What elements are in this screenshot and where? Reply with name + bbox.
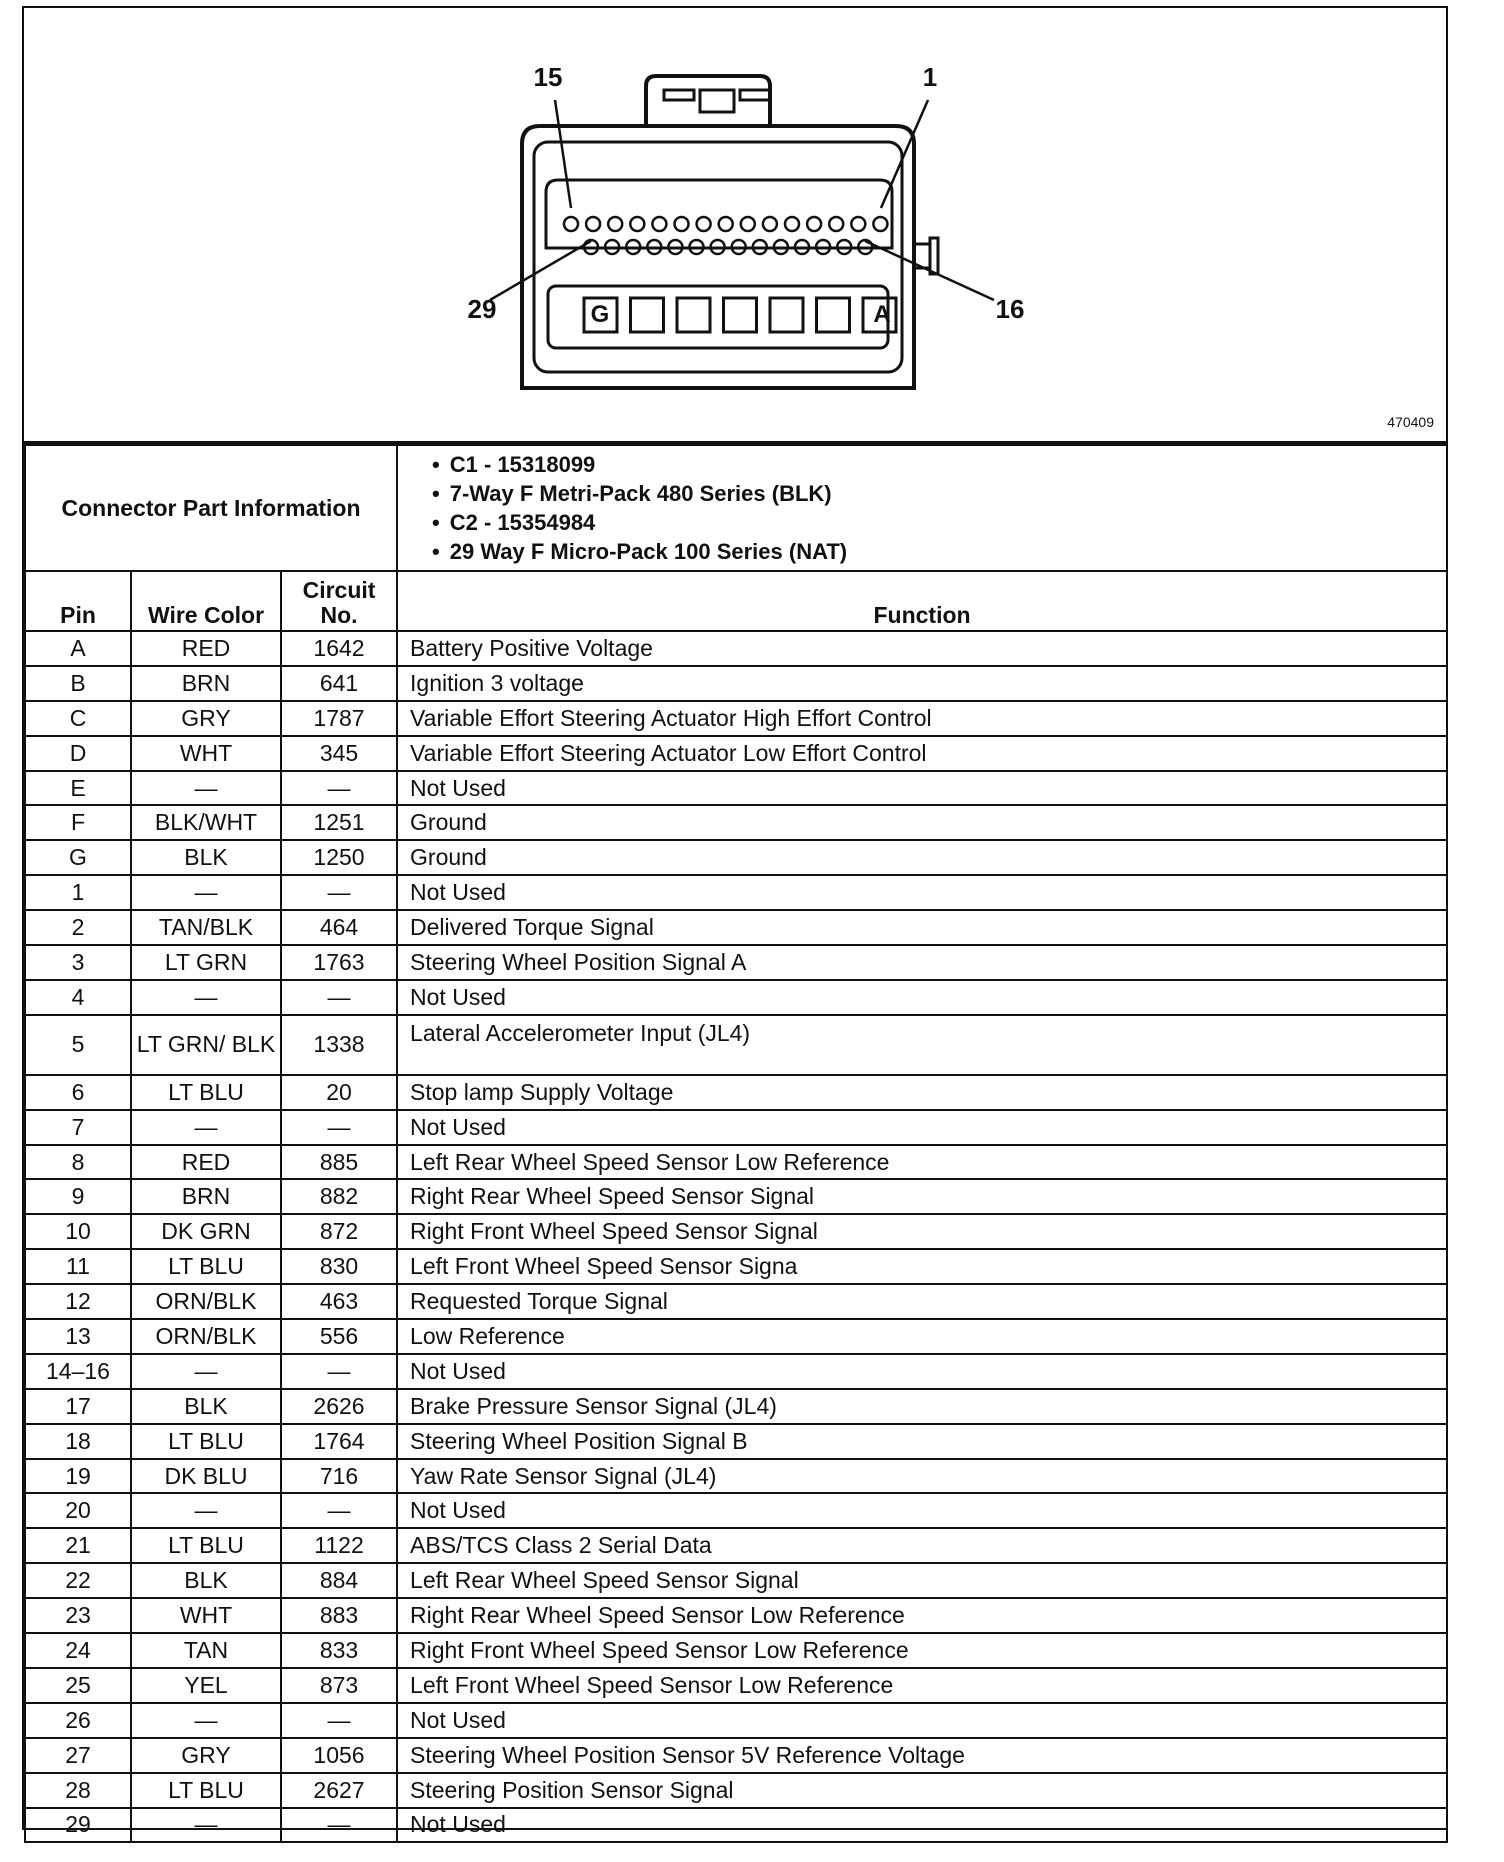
pin-hole [675,217,689,231]
pin-cell: 3 [25,945,131,980]
function-cell: Steering Wheel Position Sensor 5V Reference Voltage [397,1738,1447,1773]
wire-color-cell: — [131,1703,281,1738]
circuit-cell: 2626 [281,1389,397,1424]
circuit-cell: 882 [281,1179,397,1214]
circuit-cell: 833 [281,1633,397,1668]
function-cell: Brake Pressure Sensor Signal (JL4) [397,1389,1447,1424]
header-row [25,571,1447,631]
circuit-cell: 20 [281,1075,397,1110]
table-row [25,1633,1447,1668]
table-row [25,1145,1447,1180]
circuit-cell: 1250 [281,840,397,875]
circuit-cell: 1787 [281,701,397,736]
table-row [25,1773,1447,1808]
table-row [25,1389,1447,1424]
wire-color-cell: GRY [131,701,281,736]
connector-info-item: • 7-Way F Metri-Pack 480 Series (BLK) [432,479,1446,508]
pin-cell: 13 [25,1319,131,1354]
tab-slot-left [664,90,694,100]
connector-info-list [398,446,1446,570]
pinout-table [24,444,1448,1843]
function-cell: Left Rear Wheel Speed Sensor Signal [397,1563,1447,1598]
pin-hole [697,217,711,231]
pin-cell: 8 [25,1145,131,1180]
power-cavity [677,298,710,332]
function-cell: Left Front Wheel Speed Sensor Low Reference [397,1668,1447,1703]
pin-cell: 27 [25,1738,131,1773]
pin-hole [829,217,843,231]
connector-info-item: • C1 - 15318099 [432,450,1446,479]
function-cell: Not Used [397,980,1447,1015]
pin-cell: 23 [25,1598,131,1633]
pin-hole [564,217,578,231]
table-row [25,771,1447,806]
pin-cell: D [25,736,131,771]
function-cell: ABS/TCS Class 2 Serial Data [397,1528,1447,1563]
function-cell: Stop lamp Supply Voltage [397,1075,1447,1110]
table-row [25,1598,1447,1633]
wire-color-cell: TAN/BLK [131,910,281,945]
circuit-cell: 1251 [281,805,397,840]
table-row [25,945,1447,980]
wire-color-cell: TAN [131,1633,281,1668]
circuit-cell: 463 [281,1284,397,1319]
pin-hole [608,217,622,231]
table-row [25,840,1447,875]
pin-cell: A [25,631,131,666]
pin-hole [763,217,777,231]
table-row [25,1738,1447,1773]
wire-color-cell: BLK [131,840,281,875]
function-cell: Battery Positive Voltage [397,631,1447,666]
circuit-cell: 885 [281,1145,397,1180]
pin-hole [851,217,865,231]
wire-color-cell: — [131,771,281,806]
function-cell: Not Used [397,771,1447,806]
circuit-cell: 830 [281,1249,397,1284]
connector-info-cell [397,445,1447,571]
table-row [25,1808,1447,1843]
pin-hole [807,217,821,231]
table-row [25,631,1447,666]
tab-slot-right [740,90,770,100]
function-cell: Variable Effort Steering Actuator High Effort Control [397,701,1447,736]
power-cavity [770,298,803,332]
pin-hole [873,217,887,231]
wire-color-cell: LT BLU [131,1424,281,1459]
wire-color-cell: GRY [131,1738,281,1773]
pin-hole [630,217,644,231]
function-cell: Steering Wheel Position Signal A [397,945,1447,980]
pin-cell: 9 [25,1179,131,1214]
wire-color-cell: ORN/BLK [131,1284,281,1319]
connector-drawing [24,8,1446,444]
cavity-label-a: A [873,301,891,328]
side-latch-cap [930,238,938,274]
pin-cell: 20 [25,1493,131,1528]
function-cell: Requested Torque Signal [397,1284,1447,1319]
table-row [25,1459,1447,1494]
function-cell: Right Front Wheel Speed Sensor Low Reference [397,1633,1447,1668]
header-wire-color: Wire Color [131,571,281,631]
circuit-cell: 1122 [281,1528,397,1563]
pin-cell: 25 [25,1668,131,1703]
circuit-cell: 884 [281,1563,397,1598]
figure-number: 470409 [1387,414,1434,430]
pin-cell: 5 [25,1015,131,1075]
function-cell: Yaw Rate Sensor Signal (JL4) [397,1459,1447,1494]
wire-color-cell: LT BLU [131,1773,281,1808]
wire-color-cell: LT GRN [131,945,281,980]
circuit-cell: 883 [281,1598,397,1633]
pin-hole [719,217,733,231]
pin-cell: 17 [25,1389,131,1424]
pin-hole [741,217,755,231]
pin-cell: 6 [25,1075,131,1110]
function-cell: Ignition 3 voltage [397,666,1447,701]
table-row [25,736,1447,771]
pin-cell: 2 [25,910,131,945]
pin-label-15: 15 [533,62,563,92]
circuit-cell: 1763 [281,945,397,980]
circuit-cell: — [281,1703,397,1738]
pin-cell: 19 [25,1459,131,1494]
wire-color-cell: — [131,1354,281,1389]
leader-line-29 [490,241,591,300]
function-cell: Right Rear Wheel Speed Sensor Signal [397,1179,1447,1214]
pin-cell: 18 [25,1424,131,1459]
header-pin: Pin [25,571,131,631]
circuit-cell: — [281,1808,397,1843]
pin-label-1: 1 [922,62,938,92]
pin-cell: G [25,840,131,875]
pin-cell: 4 [25,980,131,1015]
circuit-cell: 716 [281,1459,397,1494]
pinout-sheet [22,6,1448,1838]
tab-slot-center [700,90,734,112]
table-row [25,1424,1447,1459]
pin-hole [785,217,799,231]
wire-color-cell: LT GRN/ BLK [131,1015,281,1075]
circuit-cell: — [281,771,397,806]
pin-cell: F [25,805,131,840]
header-circuit-no: Circuit No. [281,571,397,631]
pin-cell: 28 [25,1773,131,1808]
table-row [25,666,1447,701]
circuit-cell: — [281,980,397,1015]
pin-cell: 24 [25,1633,131,1668]
pin-cell: 1 [25,875,131,910]
pin-cell: 7 [25,1110,131,1145]
table-row [25,1493,1447,1528]
wire-color-cell: DK GRN [131,1214,281,1249]
pin-cell: 12 [25,1284,131,1319]
connector-diagram [24,8,1446,444]
function-cell: Steering Position Sensor Signal [397,1773,1447,1808]
table-row [25,1563,1447,1598]
power-cavity [724,298,757,332]
function-cell: Low Reference [397,1319,1447,1354]
function-cell: Not Used [397,1110,1447,1145]
function-cell: Right Rear Wheel Speed Sensor Low Reference [397,1598,1447,1633]
table-row [25,1528,1447,1563]
function-cell: Not Used [397,1808,1447,1843]
wire-color-cell: BLK [131,1563,281,1598]
table-row [25,1110,1447,1145]
connector-info-item: • C2 - 15354984 [432,508,1446,537]
pinout-rows [25,631,1447,1842]
table-row [25,1214,1447,1249]
function-cell: Ground [397,840,1447,875]
circuit-cell: 556 [281,1319,397,1354]
function-cell: Left Rear Wheel Speed Sensor Low Reference [397,1145,1447,1180]
wire-color-cell: WHT [131,736,281,771]
table-row [25,1703,1447,1738]
table-row [25,1319,1447,1354]
leader-line-15 [555,100,571,208]
power-cavity [631,298,664,332]
pin-cavity-frame [546,180,892,248]
circuit-cell: 1764 [281,1424,397,1459]
function-cell: Not Used [397,875,1447,910]
wire-color-cell: LT BLU [131,1528,281,1563]
circuit-cell: 641 [281,666,397,701]
wire-color-cell: — [131,1110,281,1145]
table-row [25,1075,1447,1110]
function-cell: Variable Effort Steering Actuator Low Effort Control [397,736,1447,771]
wire-color-cell: RED [131,631,281,666]
circuit-cell: — [281,1110,397,1145]
table-row [25,1668,1447,1703]
wire-color-cell: BRN [131,1179,281,1214]
pin-cell: 11 [25,1249,131,1284]
wire-color-cell: WHT [131,1598,281,1633]
wire-color-cell: YEL [131,1668,281,1703]
function-cell: Delivered Torque Signal [397,910,1447,945]
circuit-cell: 1056 [281,1738,397,1773]
wire-color-cell: — [131,980,281,1015]
table-row [25,805,1447,840]
table-row [25,1179,1447,1214]
wire-color-cell: BLK/WHT [131,805,281,840]
connector-inner-frame [534,142,902,372]
table-row [25,1249,1447,1284]
power-cavity [817,298,850,332]
pin-cell: 26 [25,1703,131,1738]
connector-info-row [25,445,1447,571]
table-row [25,910,1447,945]
header-function: Function [397,571,1447,631]
circuit-cell: 872 [281,1214,397,1249]
table-row [25,1284,1447,1319]
circuit-cell: 345 [281,736,397,771]
connector-info-label: Connector Part Information [25,445,397,571]
pin-label-29: 29 [467,294,497,324]
circuit-cell: 873 [281,1668,397,1703]
table-row [25,875,1447,910]
wire-color-cell: — [131,1808,281,1843]
table-row [25,1354,1447,1389]
table-row [25,701,1447,736]
pin-cell: 29 [25,1808,131,1843]
table-row [25,980,1447,1015]
function-cell: Left Front Wheel Speed Sensor Signa [397,1249,1447,1284]
power-cavities [584,298,896,332]
leader-line-1 [881,100,928,208]
wire-color-cell: BLK [131,1389,281,1424]
circuit-cell: — [281,875,397,910]
function-cell: Not Used [397,1354,1447,1389]
pin-hole [652,217,666,231]
wire-color-cell: BRN [131,666,281,701]
circuit-cell: — [281,1354,397,1389]
pin-hole [586,217,600,231]
function-cell: Not Used [397,1703,1447,1738]
function-cell: Steering Wheel Position Signal B [397,1424,1447,1459]
wire-color-cell: LT BLU [131,1075,281,1110]
function-cell: Right Front Wheel Speed Sensor Signal [397,1214,1447,1249]
circuit-cell: 1642 [281,631,397,666]
pin-cell: E [25,771,131,806]
wire-color-cell: DK BLU [131,1459,281,1494]
wire-color-cell: — [131,1493,281,1528]
wire-color-cell: ORN/BLK [131,1319,281,1354]
pin-cell: 14–16 [25,1354,131,1389]
pin-cell: 22 [25,1563,131,1598]
circuit-cell: 2627 [281,1773,397,1808]
connector-info-item: • 29 Way F Micro-Pack 100 Series (NAT) [432,537,1446,566]
cavity-label-g: G [590,301,610,328]
pin-cell: C [25,701,131,736]
circuit-cell: 1338 [281,1015,397,1075]
circuit-cell: — [281,1493,397,1528]
pin-label-16: 16 [995,294,1025,324]
wire-color-cell: — [131,875,281,910]
pin-cell: 10 [25,1214,131,1249]
wire-color-cell: RED [131,1145,281,1180]
function-cell: Ground [397,805,1447,840]
wire-color-cell: LT BLU [131,1249,281,1284]
function-cell: Lateral Accelerometer Input (JL4) [397,1015,1447,1075]
pin-cell: 21 [25,1528,131,1563]
circuit-cell: 464 [281,910,397,945]
table-row [25,1015,1447,1075]
pin-cell: B [25,666,131,701]
function-cell: Not Used [397,1493,1447,1528]
